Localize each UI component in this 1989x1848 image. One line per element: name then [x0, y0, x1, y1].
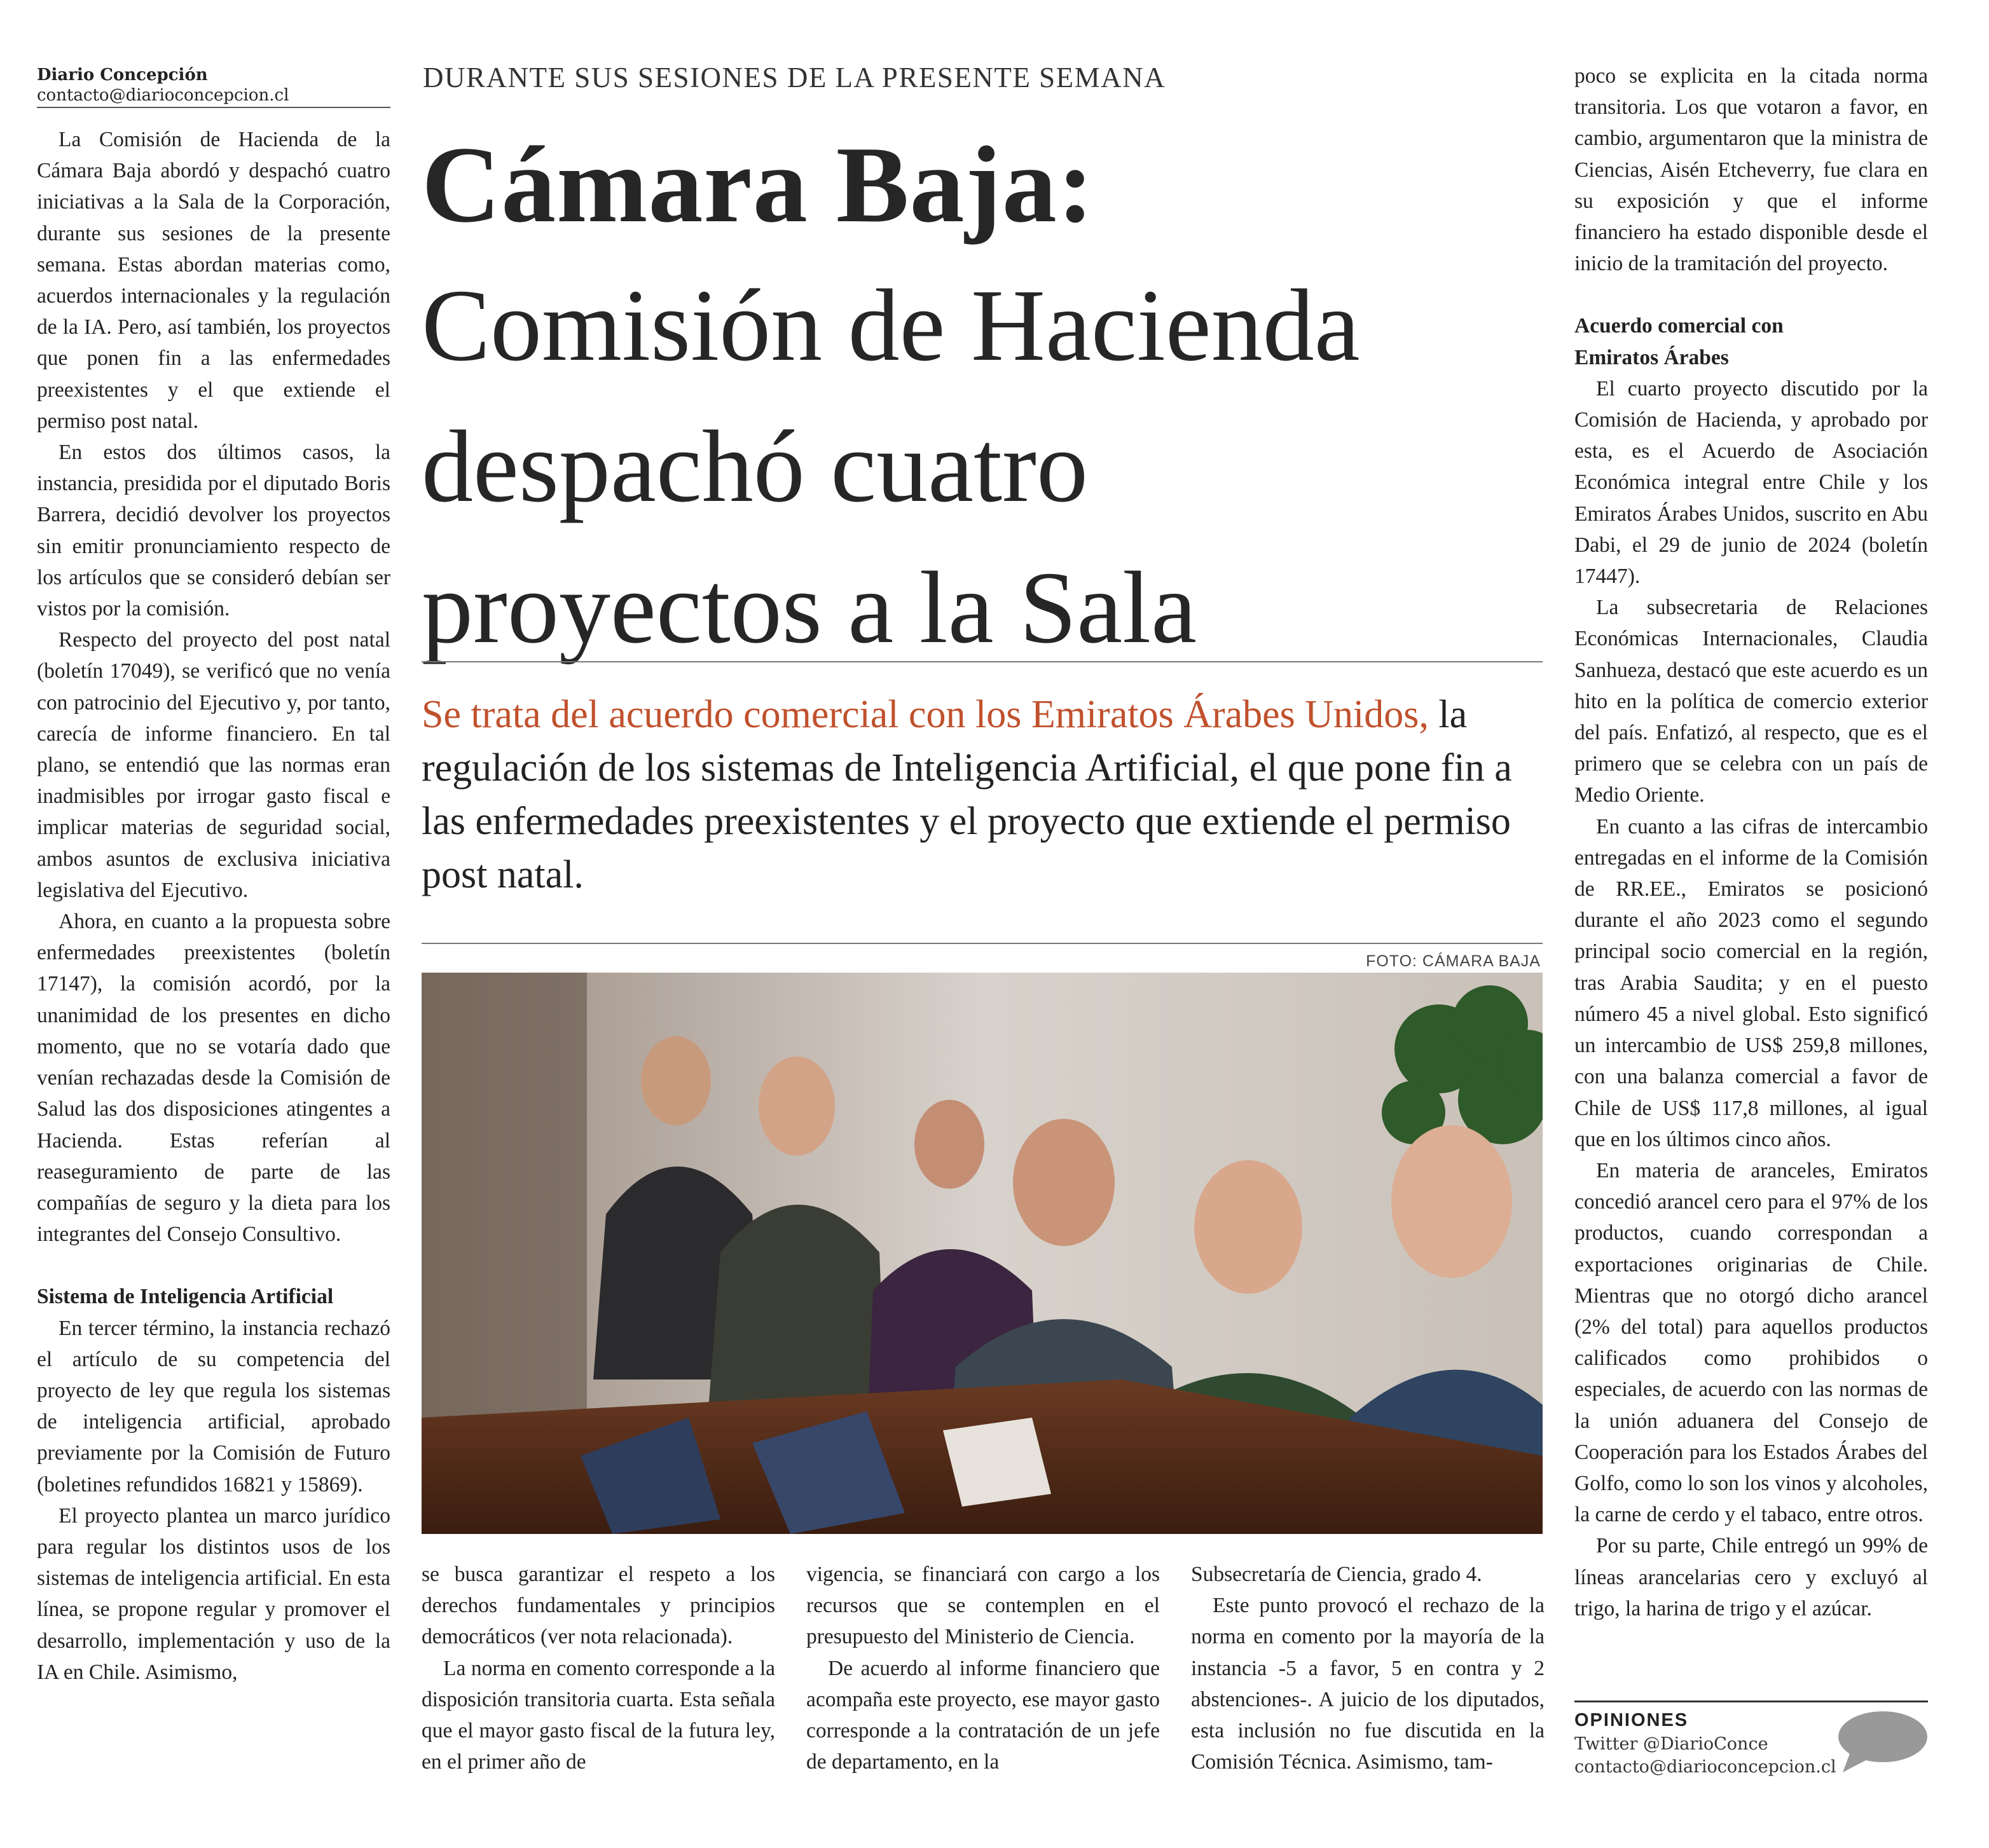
speech-bubble-icon: [1838, 1710, 1928, 1777]
committee-meeting-photo: [422, 973, 1543, 1534]
opinions-title: OPINIONES: [1574, 1710, 1689, 1730]
headline: [422, 114, 1553, 679]
article-column-4: [1191, 1559, 1545, 1777]
paragraph: El proyecto plantea un marco jurídico para regular los distintos usos de los sistemas de inteligencia artificial. En esta línea, se propone regular y promover el desarrollo, implementación y uso de la IA en Chile. Asimismo,: [37, 1503, 390, 1684]
article-column-2: [422, 1559, 775, 1777]
article-column-3: [806, 1559, 1160, 1777]
paragraph: De acuerdo al informe financiero que acompaña este proyecto, ese mayor gasto corresponde a la contratación de un jefe de departamento, en la: [806, 1656, 1160, 1774]
headline-line-2: Comisión de Hacienda: [422, 269, 1360, 383]
deck-accent: Se trata del acuerdo comercial con los Emiratos Árabes Unidos,: [422, 693, 1429, 736]
opinions-email[interactable]: contacto@diarioconcepcion.cl: [1574, 1757, 1836, 1777]
photo-credit: FOTO: CÁMARA BAJA: [1366, 952, 1541, 970]
paragraph: En materia de aranceles, Emiratos concedió arancel cero para el 97% de los productos, cuando correspondan a exportaciones originarias de Chile. Mientras que no otorgó dicho arancel (2% del total) para aquellos productos calificados como prohibidos o especiales, de acuerdo con las normas de la unión aduanera del Consejo de Cooperación para los Estados Árabes del Golfo, como lo son los vinos y alcoholes, la carne de cerdo y el tabaco, entre otros.: [1574, 1158, 1928, 1527]
paragraph: vigencia, se financiará con cargo a los recursos que se contemplen en el presupuesto del Ministerio de Ciencia.: [806, 1563, 1160, 1649]
headline-line-3: despachó cuatro: [422, 410, 1089, 524]
paragraph: La subsecretaria de Relaciones Económicas Internacionales, Claudia Sanhueza, destacó que este acuerdo es un hito en la política de comercio exterior del país. Enfatizó, al respecto, que es el primero que se celebra con un país de Medio Oriente.: [1574, 596, 1928, 807]
opinions-divider: [1574, 1701, 1928, 1702]
headline-line-1: Cámara Baja:: [422, 125, 1095, 245]
deck-text: la regulación de los sistemas de Inteligencia Artificial, el que pone fin a las enfermedades preexistentes y el proyecto que extiende el permiso post natal.: [422, 693, 1512, 896]
paragraph: En cuanto a las cifras de intercambio entregadas en el informe de la Comisión de RR.EE., Emiratos se posicionó durante el año 2023 como el segundo principal socio comercial en la región, tras Arabia Saudita; y en el puesto número 45 a nivel global. Esto significó un intercambio de US$ 259,8 millones, con una balanza comercial a favor de Chile de US$ 117,8 millones, al igual que en los últimos cinco años.: [1574, 814, 1928, 1151]
paragraph: La norma en comento corresponde a la disposición transitoria cuarta. Esta señala que el mayor gasto fiscal de la futura ley, en el primer año de: [422, 1656, 775, 1774]
paragraph: Este punto provocó el rechazo de la norma en comento por la mayoría de la instancia -5 a favor, 5 en contra y 2 abstenciones-. A juicio de los diputados, esta inclusión no fue discutida en la Comisión Técnica. Asimismo, tam-: [1191, 1594, 1545, 1774]
deck: [422, 688, 1553, 901]
article-column-5: [1574, 60, 1928, 1624]
byline-email[interactable]: contacto@diarioconcepcion.cl: [37, 86, 289, 105]
paragraph: En tercer término, la instancia rechazó el artículo de su competencia del proyecto de ley que regula los sistemas de inteligencia artificial, aprobado previamente por la Comisión de Futuro (boletines refundidos 16821 y 15869).: [37, 1316, 390, 1496]
paragraph: Subsecretaría de Ciencia, grado 4.: [1191, 1563, 1482, 1586]
paragraph: Respecto del proyecto del post natal (boletín 17049), se verificó que no venía con patrocinio del Ejecutivo y, por tanto, carecía de informe financiero. En tal plano, se entendió que las normas eran inadmisibles por irrogar gasto fiscal e implicar materias de seguridad social, ambos asuntos de exclusiva iniciativa legislativa del Ejecutivo.: [37, 628, 390, 902]
byline: [37, 65, 390, 106]
article-column-1: [37, 124, 390, 1688]
paragraph: Ahora, en cuanto a la propuesta sobre enfermedades preexistentes (boletín 17147), la comisión acordó, por la unanimidad de los presentes en dicho momento, que no se votaría dado que venían rechazadas desde la Comisión de Salud las dos disposiciones atingentes a Hacienda. Estas referían al reaseguramiento de parte de las compañías de seguro y la dieta para los integrantes del Consejo Consultivo.: [37, 910, 390, 1247]
paragraph: poco se explicita en la citada norma transitoria. Los que votaron a favor, en cambio, argumentaron que la ministra de Ciencias, Aisén Etcheverry, fue clara en su exposición y que el informe financiero ha estado disponible desde el inicio de la tramitación del proyecto.: [1574, 64, 1928, 276]
opinions-box: [1574, 1708, 1854, 1779]
paragraph: El cuarto proyecto discutido por la Comisión de Hacienda, y aprobado por esta, es el Acuerdo de Asociación Económica integral entre Chile y los Emiratos Árabes Unidos, suscrito en Abu Dabi, el 29 de junio de 2024 (boletín 17447).: [1574, 376, 1928, 589]
section-heading-ai: Sistema de Inteligencia Artificial: [37, 1285, 334, 1309]
paragraph: En estos dos últimos casos, la instancia, presidida por el diputado Boris Barrera, decidió devolver los proyectos sin emitir pronunciamiento respecto de los artículos que se consideró debían ser vistos por la comisión.: [37, 441, 390, 621]
byline-name: Diario Concepción: [37, 65, 208, 85]
paragraph: La Comisión de Hacienda de la Cámara Baja abordó y despachó cuatro iniciativas a la Sala de la Corporación, durante sus sesiones de la presente semana. Estas abordan materias como, acuerdos internacionales y la regulación de la IA. Pero, así también, los proyectos que ponen fin a las enfermedades preexistentes y el que extiende el permiso post natal.: [37, 128, 390, 433]
deck-bottom-divider: [422, 943, 1543, 944]
headline-line-4: proyectos a la Sala: [422, 551, 1197, 665]
section-heading-emirates: Acuerdo comercial con Emiratos Árabes: [1574, 314, 1784, 369]
byline-divider: [37, 107, 390, 108]
paragraph: Por su parte, Chile entregó un 99% de líneas arancelarias cero y excluyó al trigo, la harina de trigo y el azúcar.: [1574, 1534, 1928, 1620]
paragraph: se busca garantizar el respeto a los derechos fundamentales y principios democráticos (ver nota relacionada).: [422, 1563, 775, 1649]
kicker: DURANTE SUS SESIONES DE LA PRESENTE SEMANA: [423, 62, 1166, 93]
deck-top-divider: [422, 661, 1543, 662]
article-photo: [422, 973, 1543, 1534]
opinions-twitter[interactable]: Twitter @DiarioConce: [1574, 1734, 1768, 1754]
